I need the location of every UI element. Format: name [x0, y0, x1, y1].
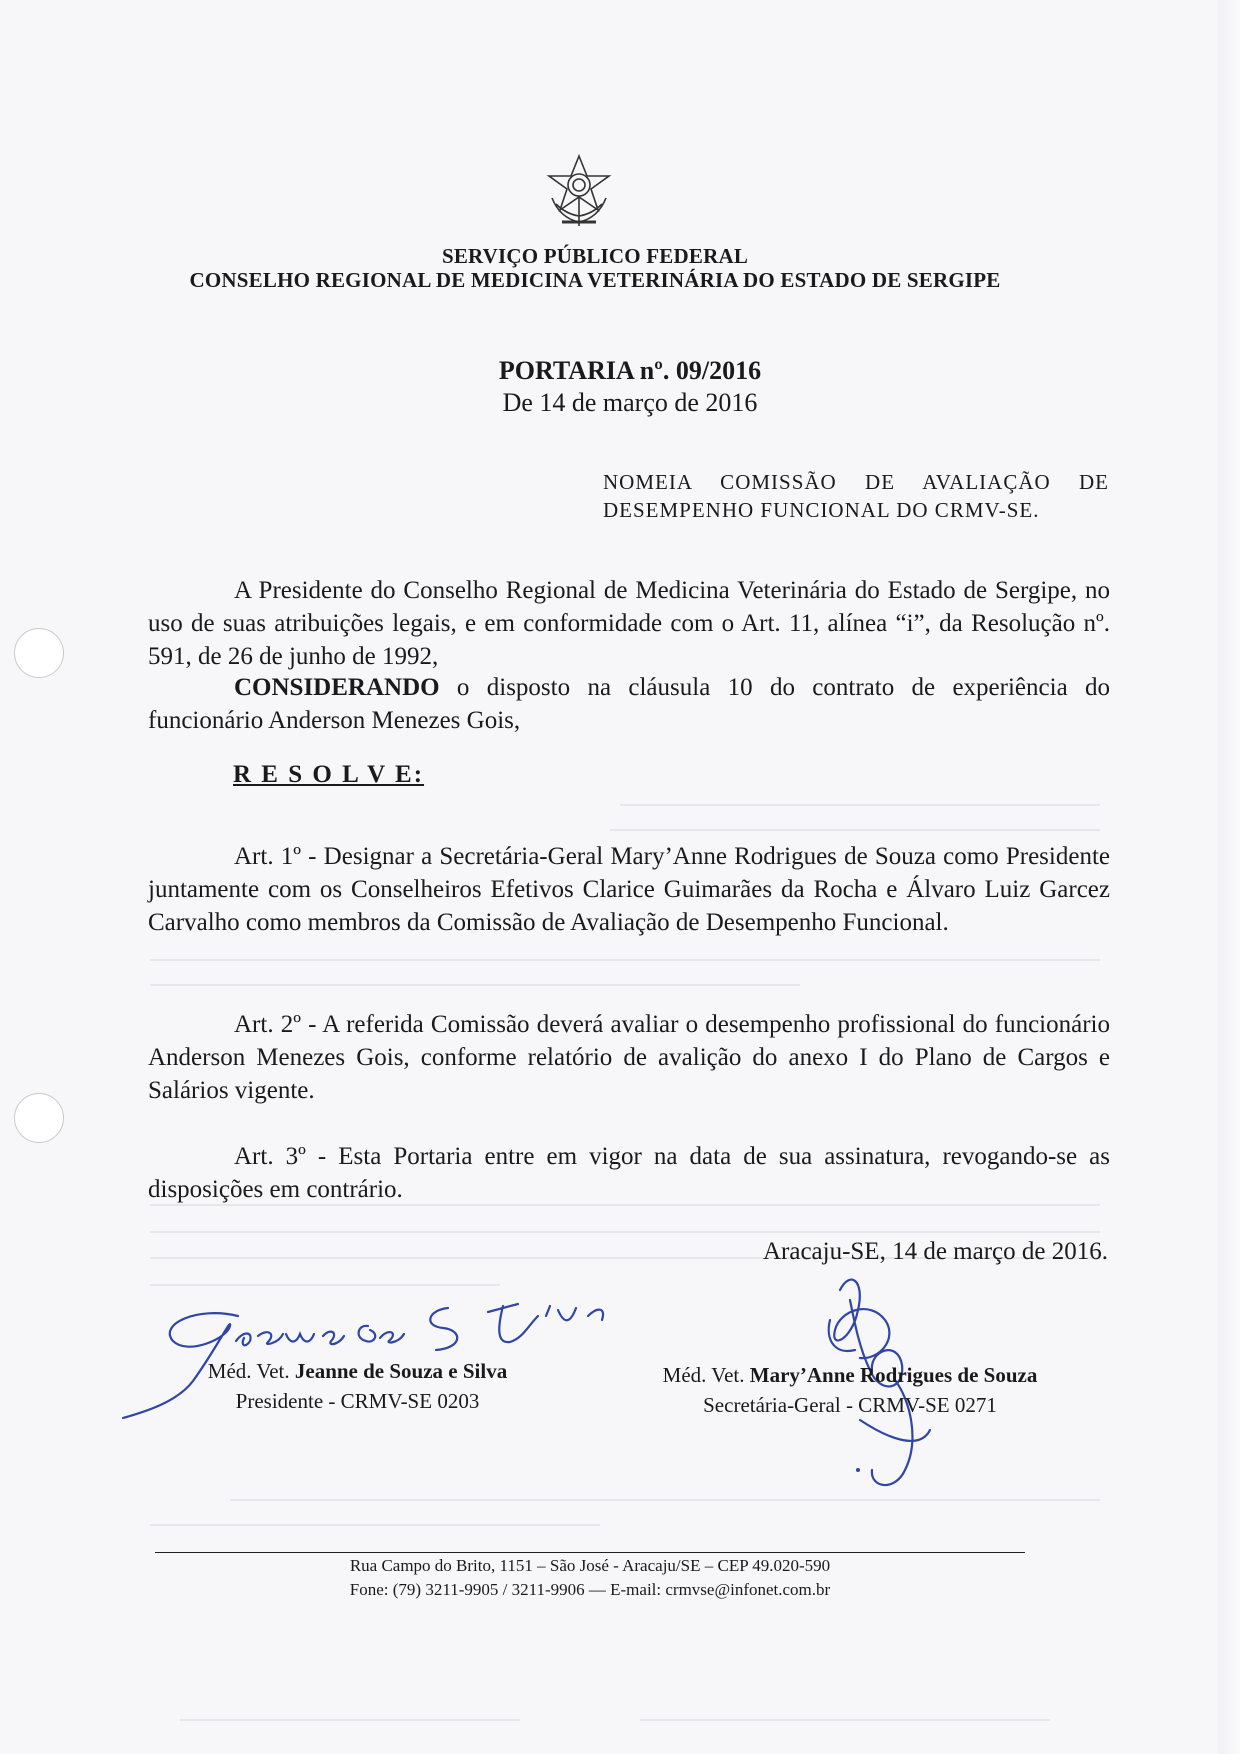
signature-block-secretary	[620, 1360, 1080, 1420]
header-line-1: SERVIÇO PÚBLICO FEDERAL	[441, 244, 749, 268]
signature-block-president	[165, 1356, 550, 1416]
portaria-number: PORTARIA nº. 09/2016	[498, 356, 762, 385]
footer-divider	[155, 1552, 1025, 1553]
president-name: Jeanne de Souza e Silva	[294, 1359, 508, 1383]
intro-paragraph: A Presidente do Conselho Regional de Medicina Veterinária do Estado de Sergipe, no uso de suas atribuições legais, e em conformidade com o Art. 11, alínea “i”, da Resolução nº. 591, de 26 de junho de 1992,	[148, 577, 1110, 670]
secretary-role: Secretária-Geral - CRMV-SE 0271	[703, 1393, 997, 1417]
header-line-2: CONSELHO REGIONAL DE MEDICINA VETERINÁRIA DO ESTADO DE SERGIPE	[189, 268, 1001, 292]
place-and-date: Aracaju-SE, 14 de março de 2016.	[762, 1238, 1108, 1265]
secretary-name-line	[620, 1360, 1080, 1390]
considerando-paragraph	[148, 671, 1110, 737]
resolve-heading: R E S O L V E:	[233, 761, 425, 788]
president-name-line	[165, 1356, 550, 1386]
president-role: Presidente - CRMV-SE 0203	[235, 1389, 480, 1413]
considerando-text: o disposto na cláusula 10 do contrato de experiência do funcionário Anderson Menezes Gois,	[148, 674, 1110, 734]
article-1: Art. 1º - Designar a Secretária-Geral Mary’Anne Rodrigues de Souza como Presidente juntamente com os Conselheiros Efetivos Clarice Guimarães da Rocha e Álvaro Luiz Garcez Carvalho como membros da Comissão de Avaliação de Desempenho Funcional.	[148, 843, 1110, 936]
footer-contact: Fone: (79) 3211-9905 / 3211-9906 — E-mail: crmvse@infonet.com.br	[349, 1580, 831, 1599]
secretary-name: Mary’Anne Rodrigues de Souza	[749, 1363, 1038, 1387]
secretary-prefix: Méd. Vet.	[662, 1363, 750, 1387]
ementa: NOMEIA COMISSÃO DE AVALIAÇÃO DE DESEMPENHO FUNCIONAL DO CRMV-SE.	[603, 470, 1109, 522]
considerando-label: CONSIDERANDO	[234, 674, 440, 701]
brazil-coat-of-arms-icon	[540, 152, 618, 230]
article-3: Art. 3º - Esta Portaria entre em vigor na data de sua assinatura, revogando-se as disposições em contrário.	[148, 1143, 1110, 1203]
article-2: Art. 2º - A referida Comissão deverá avaliar o desempenho profissional do funcionário Anderson Menezes Gois, conforme relatório de avalição do anexo I do Plano de Cargos e Salários vigente.	[148, 1011, 1110, 1104]
president-prefix: Méd. Vet.	[207, 1359, 295, 1383]
portaria-date: De 14 de março de 2016	[502, 388, 758, 417]
footer-address: Rua Campo do Brito, 1151 – São José - Aracaju/SE – CEP 49.020-590	[349, 1556, 831, 1575]
